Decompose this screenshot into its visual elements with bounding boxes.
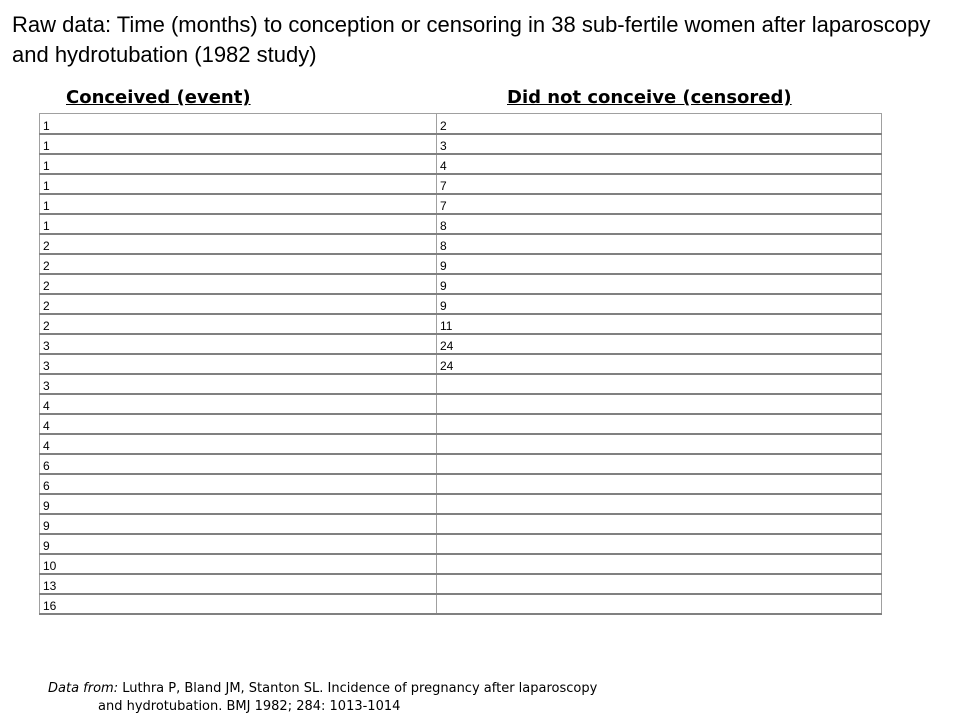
- table-row: [40, 514, 882, 534]
- table-row: [40, 574, 882, 594]
- cell-censored: 7: [437, 174, 882, 194]
- table-row: [40, 174, 882, 194]
- cell-conceived: 9: [40, 494, 437, 514]
- table-row: [40, 194, 882, 214]
- page-title: Raw data: Time (months) to conception or censoring in 38 sub-fertile women after laparoscopy and hydrotubation (1982 study): [12, 12, 931, 67]
- cell-conceived: 3: [40, 334, 437, 354]
- cell-censored: [437, 374, 882, 394]
- cell-censored: 8: [437, 234, 882, 254]
- column-header-censored: Did not conceive (censored): [507, 87, 792, 108]
- table-row: [40, 554, 882, 574]
- cell-censored: [437, 434, 882, 454]
- cell-censored: [437, 474, 882, 494]
- cell-conceived: 1: [40, 174, 437, 194]
- cell-censored: 9: [437, 274, 882, 294]
- table-row: [40, 134, 882, 154]
- cell-censored: [437, 594, 882, 614]
- cell-conceived: 2: [40, 254, 437, 274]
- cell-censored: 9: [437, 254, 882, 274]
- cell-conceived: 1: [40, 214, 437, 234]
- column-header-conceived: Conceived (event): [66, 87, 251, 108]
- table-row: [40, 334, 882, 354]
- cell-conceived: 16: [40, 594, 437, 614]
- data-table-body: [40, 114, 882, 614]
- cell-censored: 7: [437, 194, 882, 214]
- table-row: [40, 314, 882, 334]
- table-row: [40, 414, 882, 434]
- cell-censored: [437, 394, 882, 414]
- table-row: [40, 434, 882, 454]
- cell-censored: 2: [437, 114, 882, 134]
- cell-censored: 24: [437, 354, 882, 374]
- cell-conceived: 1: [40, 194, 437, 214]
- cell-censored: 11: [437, 314, 882, 334]
- table-row: [40, 394, 882, 414]
- table-row: [40, 254, 882, 274]
- source-label: Data from:: [48, 681, 119, 696]
- cell-conceived: 10: [40, 554, 437, 574]
- cell-conceived: 9: [40, 514, 437, 534]
- cell-conceived: 6: [40, 454, 437, 474]
- cell-censored: 9: [437, 294, 882, 314]
- table-row: [40, 154, 882, 174]
- table-row: [40, 294, 882, 314]
- source-citation: [48, 680, 597, 716]
- cell-censored: 3: [437, 134, 882, 154]
- cell-censored: [437, 514, 882, 534]
- cell-conceived: 1: [40, 154, 437, 174]
- table-row: [40, 274, 882, 294]
- table-row: [40, 214, 882, 234]
- cell-conceived: 1: [40, 134, 437, 154]
- cell-conceived: 6: [40, 474, 437, 494]
- cell-censored: [437, 494, 882, 514]
- table-row: [40, 374, 882, 394]
- cell-conceived: 13: [40, 574, 437, 594]
- table-row: [40, 594, 882, 614]
- cell-censored: [437, 554, 882, 574]
- cell-conceived: 2: [40, 314, 437, 334]
- cell-censored: 4: [437, 154, 882, 174]
- cell-conceived: 2: [40, 274, 437, 294]
- table-row: [40, 494, 882, 514]
- source-line-1: Luthra P, Bland JM, Stanton SL. Incidence of pregnancy after laparoscopy: [122, 681, 598, 696]
- cell-censored: 24: [437, 334, 882, 354]
- cell-censored: [437, 574, 882, 594]
- cell-censored: [437, 414, 882, 434]
- table-row: [40, 474, 882, 494]
- cell-conceived: 2: [40, 294, 437, 314]
- cell-censored: [437, 534, 882, 554]
- cell-conceived: 3: [40, 354, 437, 374]
- table-row: [40, 234, 882, 254]
- cell-conceived: 2: [40, 234, 437, 254]
- cell-conceived: 9: [40, 534, 437, 554]
- cell-conceived: 1: [40, 114, 437, 134]
- table-row: [40, 454, 882, 474]
- cell-conceived: 3: [40, 374, 437, 394]
- cell-censored: 8: [437, 214, 882, 234]
- source-line-2: and hydrotubation. BMJ 1982; 284: 1013-1014: [98, 699, 401, 714]
- cell-conceived: 4: [40, 434, 437, 454]
- cell-conceived: 4: [40, 414, 437, 434]
- table-row: [40, 354, 882, 374]
- cell-censored: [437, 454, 882, 474]
- table-row: [40, 114, 882, 134]
- cell-conceived: 4: [40, 394, 437, 414]
- table-row: [40, 534, 882, 554]
- data-table: [39, 113, 882, 615]
